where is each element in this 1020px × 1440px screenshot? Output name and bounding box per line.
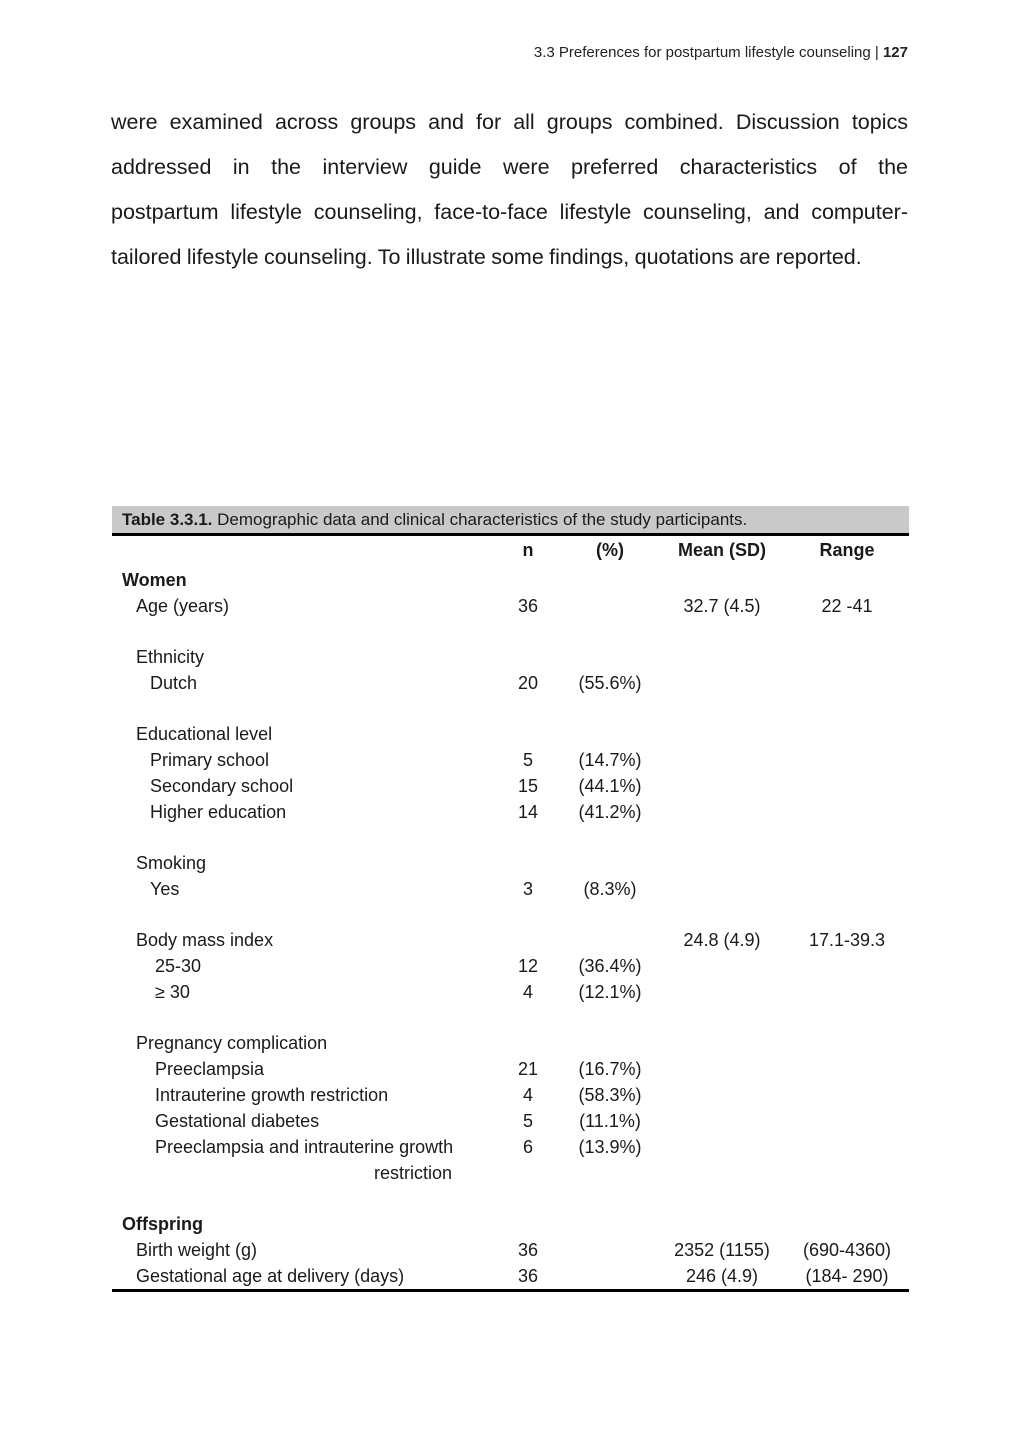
row-label: 25-30 bbox=[155, 956, 202, 976]
row-label: Ethnicity bbox=[136, 647, 205, 667]
table-header-row bbox=[112, 536, 909, 567]
column-header-range: Range bbox=[819, 540, 875, 560]
cell-n: 12 bbox=[517, 956, 539, 976]
table-row bbox=[112, 876, 909, 902]
table-row bbox=[112, 747, 909, 773]
body-line: were examined across groups and for all groups combined. Discussion topics bbox=[111, 110, 908, 134]
cell-n: 5 bbox=[522, 1111, 533, 1131]
cell-percent: (14.7%) bbox=[578, 750, 642, 770]
row-label: Higher education bbox=[150, 802, 287, 822]
cell-n: 3 bbox=[522, 879, 533, 899]
cell-percent: (41.2%) bbox=[578, 802, 642, 822]
row-label: Pregnancy complication bbox=[136, 1033, 328, 1053]
cell-range: (184- 290) bbox=[805, 1266, 889, 1286]
table-caption-text: Demographic data and clinical characteristics of the study participants. bbox=[212, 510, 748, 529]
cell-range: 22 -41 bbox=[821, 596, 873, 616]
running-header bbox=[534, 44, 908, 61]
table-row bbox=[112, 1030, 909, 1056]
row-label: Birth weight (g) bbox=[136, 1240, 258, 1260]
table-row bbox=[112, 1082, 909, 1108]
table-row bbox=[112, 927, 909, 953]
row-label: Women bbox=[122, 570, 187, 590]
table-row bbox=[112, 1160, 909, 1186]
column-header-mean-sd: Mean (SD) bbox=[677, 540, 766, 560]
table-row bbox=[112, 773, 909, 799]
cell-percent: (58.3%) bbox=[578, 1085, 642, 1105]
cell-percent: (36.4%) bbox=[578, 956, 642, 976]
cell-n: 36 bbox=[517, 596, 539, 616]
cell-n: 36 bbox=[517, 1240, 539, 1260]
cell-n: 14 bbox=[517, 802, 539, 822]
row-label: Age (years) bbox=[136, 596, 230, 616]
cell-n: 4 bbox=[522, 1085, 533, 1105]
cell-n: 21 bbox=[517, 1059, 539, 1079]
cell-percent: (13.9%) bbox=[578, 1137, 642, 1157]
table-spacer bbox=[112, 902, 909, 927]
cell-percent: (12.1%) bbox=[578, 982, 642, 1002]
row-label: Dutch bbox=[150, 673, 198, 693]
table-row bbox=[112, 1108, 909, 1134]
cell-percent: (16.7%) bbox=[578, 1059, 642, 1079]
body-line: addressed in the interview guide were preferred characteristics of the bbox=[111, 155, 908, 179]
body-line: tailored lifestyle counseling. To illustrate some findings, quotations are reported. bbox=[111, 245, 862, 269]
row-label: restriction bbox=[374, 1163, 453, 1183]
cell-mean-sd: 2352 (1155) bbox=[674, 1240, 770, 1260]
cell-n: 15 bbox=[517, 776, 539, 796]
column-header-n: n bbox=[522, 540, 534, 560]
cell-range: (690-4360) bbox=[802, 1240, 892, 1260]
table-row bbox=[112, 1211, 909, 1237]
table-row bbox=[112, 1237, 909, 1263]
table-spacer bbox=[112, 619, 909, 644]
table-row bbox=[112, 1134, 909, 1160]
table-spacer bbox=[112, 1005, 909, 1030]
cell-percent: (8.3%) bbox=[583, 879, 637, 899]
row-label: Educational level bbox=[136, 724, 273, 744]
cell-n: 6 bbox=[522, 1137, 533, 1157]
table-spacer bbox=[112, 696, 909, 721]
table-spacer bbox=[112, 825, 909, 850]
cell-n: 36 bbox=[517, 1266, 539, 1286]
table-row bbox=[112, 593, 909, 619]
table-row bbox=[112, 850, 909, 876]
cell-percent: (11.1%) bbox=[579, 1111, 641, 1131]
cell-n: 4 bbox=[522, 982, 533, 1002]
cell-percent: (44.1%) bbox=[578, 776, 642, 796]
page-number: 127 bbox=[882, 44, 908, 61]
cell-mean-sd: 246 (4.9) bbox=[685, 1266, 759, 1286]
cell-mean-sd: 32.7 (4.5) bbox=[683, 596, 761, 616]
table-row bbox=[112, 953, 909, 979]
cell-n: 20 bbox=[517, 673, 539, 693]
cell-percent: (55.6%) bbox=[578, 673, 642, 693]
row-label: Secondary school bbox=[150, 776, 294, 796]
row-label: Gestational diabetes bbox=[155, 1111, 320, 1131]
cell-mean-sd: 24.8 (4.9) bbox=[683, 930, 761, 950]
row-label: Preeclampsia and intrauterine growth bbox=[155, 1137, 454, 1157]
table-row bbox=[112, 721, 909, 747]
column-header-percent: (%) bbox=[596, 540, 624, 560]
table-caption bbox=[112, 506, 909, 536]
demographics-table bbox=[112, 506, 909, 1292]
table-row bbox=[112, 644, 909, 670]
row-label: ≥ 30 bbox=[155, 982, 190, 1002]
row-label: Body mass index bbox=[136, 930, 274, 950]
row-label: Offspring bbox=[122, 1214, 203, 1234]
row-label: Smoking bbox=[136, 853, 207, 873]
cell-range: 17.1-39.3 bbox=[808, 930, 886, 950]
table-row bbox=[112, 1263, 909, 1289]
table-spacer bbox=[112, 1186, 909, 1211]
table-row bbox=[112, 799, 909, 825]
body-line: postpartum lifestyle counseling, face-to-face lifestyle counseling, and computer- bbox=[111, 200, 908, 224]
table-row bbox=[112, 1056, 909, 1082]
running-title: 3.3 Preferences for postpartum lifestyle counseling | bbox=[533, 44, 879, 61]
table-caption-label: Table 3.3.1. bbox=[122, 510, 213, 529]
cell-n: 5 bbox=[522, 750, 533, 770]
row-label: Gestational age at delivery (days) bbox=[136, 1266, 405, 1286]
row-label: Intrauterine growth restriction bbox=[155, 1085, 389, 1105]
table-row bbox=[112, 567, 909, 593]
body-paragraph bbox=[111, 100, 908, 280]
table-body bbox=[112, 567, 909, 1292]
row-label: Preeclampsia bbox=[155, 1059, 265, 1079]
row-label: Primary school bbox=[150, 750, 270, 770]
row-label: Yes bbox=[150, 879, 180, 899]
table-row bbox=[112, 979, 909, 1005]
table-row bbox=[112, 670, 909, 696]
